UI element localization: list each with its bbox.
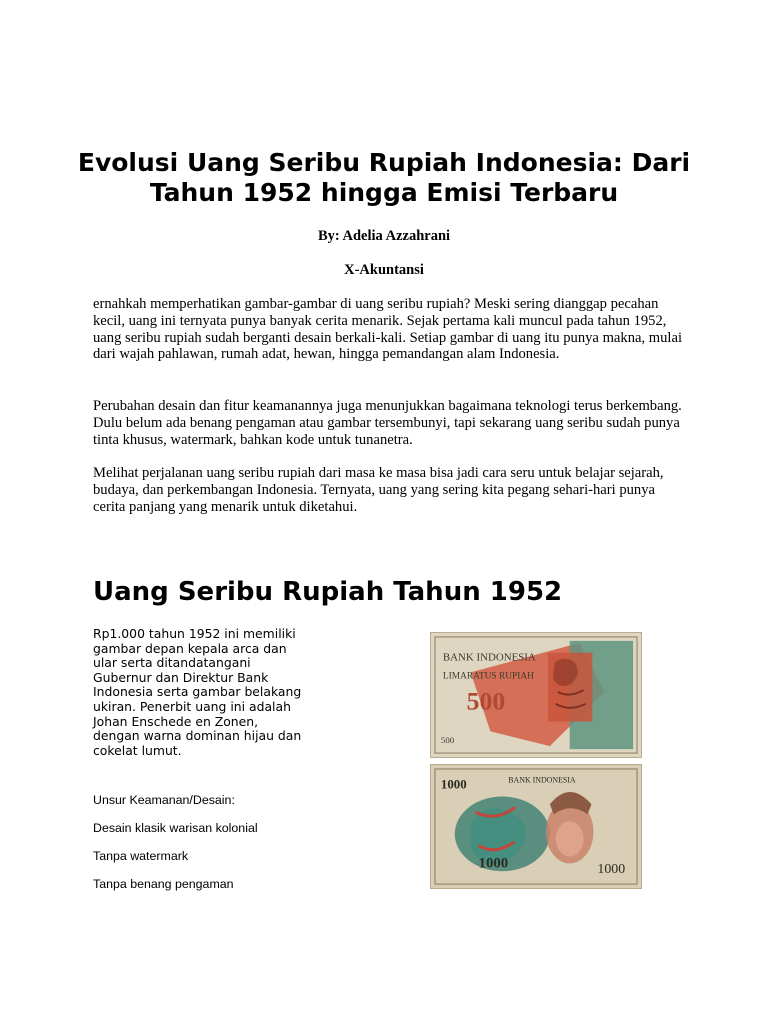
class-line: X-Akuntansi [344, 262, 424, 278]
banknote-1000-image [430, 764, 642, 889]
feature-item: Tanpa watermark [93, 849, 189, 863]
intro-paragraph-2: Perubahan desain dan fitur keamanannya juga menunjukkan bagaimana teknologi terus berkembang. Dulu belum ada benang pengaman atau gambar tersembunyi, tapi sekarang uang seribu sudah punya tinta khusus, watermark, bahkan kode untuk tunanetra. [93, 398, 682, 448]
banknote-500-image [430, 632, 642, 758]
section-heading-1952: Uang Seribu Rupiah Tahun 1952 [93, 577, 563, 607]
feature-item: Desain klasik warisan kolonial [93, 821, 258, 835]
banknote-1000-illustration [431, 765, 641, 888]
feature-item: Unsur Keamanan/Desain: [93, 793, 235, 807]
banknote-1000-bank-text: BANK INDONESIA [508, 775, 576, 785]
intro-paragraph-3: Melihat perjalanan uang seribu rupiah dari masa ke masa bisa jadi cara seru untuk belajar sejarah, budaya, dan perkembangan Indonesia. Ternyata, uang yang sering kita pegang sehari-hari punya cerita panjang yang menarik untuk diketahui. [93, 465, 664, 515]
banknote-500-value-large: 500 [466, 686, 506, 716]
banknote-500-words-text: LIMARATUS RUPIAH [442, 671, 534, 682]
section-description: Rp1.000 tahun 1952 ini memiliki gambar depan kepala arca dan ular serta ditandatangani Gubernur dan Direktur Bank Indonesia serta gambar belakang ukiran. Penerbit uang ini adalah Johan Enschede en Zonen, dengan warna dominan hijau dan cokelat lumut. [93, 626, 302, 758]
banknote-500-illustration [431, 633, 641, 757]
intro-paragraph-1: ernahkah memperhatikan gambar-gambar di uang seribu rupiah? Meski sering dianggap pecahan kecil, uang ini ternyata punya banyak cerita menarik. Sejak pertama kali muncul pada tahun 1952, uang seribu rupiah sudah berganti desain berkali-kali. Setiap gambar di uang itu punya makna, mulai dari wajah pahlawan, rumah adat, hewan, hingga pemandangan alam Indonesia. [93, 296, 682, 363]
banknote-1000-value-corner: 1000 [597, 861, 626, 877]
document-title: Evolusi Uang Seribu Rupiah Indonesia: Dari Tahun 1952 hingga Emisi Terbaru [77, 148, 691, 207]
banknote-1000-value-top: 1000 [440, 777, 467, 792]
feature-list [93, 793, 393, 905]
banknote-500-value-corner: 500 [440, 735, 455, 746]
author-line: By: Adelia Azzahrani [317, 228, 451, 244]
banknote-1000-value-center: 1000 [478, 855, 509, 872]
feature-item: Tanpa benang pengaman [93, 877, 234, 891]
banknote-500-bank-text: BANK INDONESIA [442, 651, 536, 664]
